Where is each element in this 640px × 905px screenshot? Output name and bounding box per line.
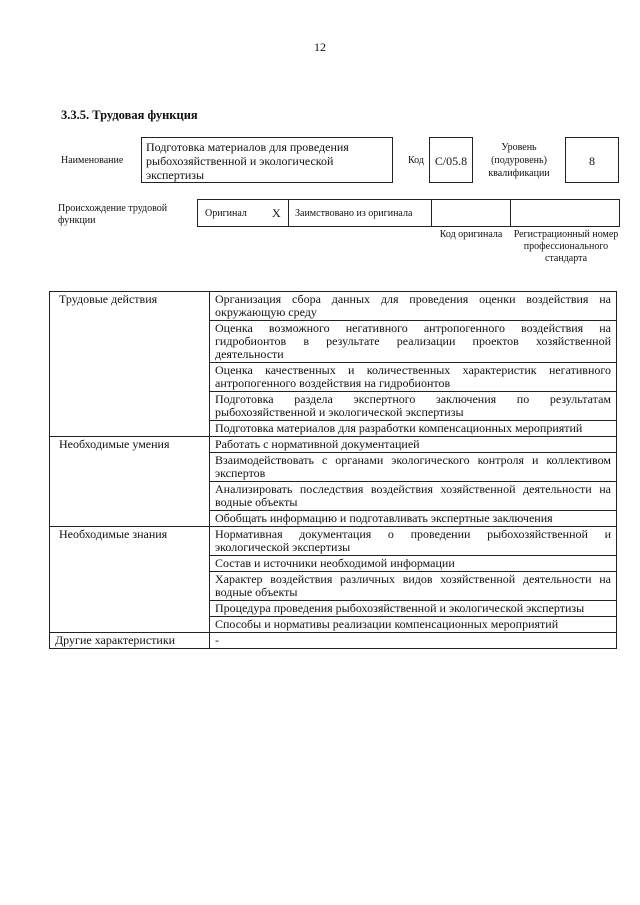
table-row bbox=[50, 527, 617, 556]
item-cell: Взаимодействовать с органами экологического контроля и коллективом экспертов bbox=[210, 453, 617, 482]
original-cell bbox=[197, 199, 289, 227]
category-cell: Необходимые знания bbox=[50, 527, 210, 633]
original-label: Оригинал bbox=[205, 208, 247, 219]
reg-number-label: Регистрационный номер профессионального стандарта bbox=[513, 229, 619, 264]
item-cell: Нормативная документация о проведении рыбохозяйственной и экологической экспертизы bbox=[210, 527, 617, 556]
item-cell: Способы и нормативы реализации компенсационных мероприятий bbox=[210, 617, 617, 633]
code-original-label: Код оригинала bbox=[439, 229, 503, 240]
name-value: Подготовка материалов для проведения рыбохозяйственной и экологической экспертизы bbox=[141, 137, 393, 183]
section-title: 3.3.5. Трудовая функция bbox=[61, 108, 198, 122]
code-label: Код bbox=[408, 155, 424, 166]
level-label: Уровень (подуровень) квалификации bbox=[488, 142, 550, 179]
name-label: Наименование bbox=[61, 155, 124, 166]
table-row bbox=[50, 292, 617, 321]
item-cell: Оценка возможного негативного антропогенного воздействия на гидробионтов в результате реализации проектов хозяйственной деятельности bbox=[210, 321, 617, 363]
table-row bbox=[50, 437, 617, 453]
item-cell: Процедура проведения рыбохозяйственной и экологической экспертизы bbox=[210, 601, 617, 617]
labor-function-table bbox=[49, 291, 617, 649]
code-original-cell bbox=[431, 199, 511, 227]
item-cell: Оценка качественных и количественных характеристик негативного антропогенного воздействия на гидробионтов bbox=[210, 363, 617, 392]
category-cell: Необходимые умения bbox=[50, 437, 210, 527]
item-cell: Анализировать последствия воздействия хозяйственной деятельности на водные объекты bbox=[210, 482, 617, 511]
item-cell: Подготовка материалов для разработки компенсационных мероприятий bbox=[210, 421, 617, 437]
code-value: C/05.8 bbox=[429, 137, 473, 183]
item-cell: Характер воздействия различных видов хозяйственной деятельности на водные объекты bbox=[210, 572, 617, 601]
item-cell: Организация сбора данных для проведения оценки воздействия на окружающую среду bbox=[210, 292, 617, 321]
borrowed-cell bbox=[288, 199, 432, 227]
item-cell: Обобщать информацию и подготавливать экспертные заключения bbox=[210, 511, 617, 527]
reg-number-cell bbox=[510, 199, 620, 227]
item-cell: - bbox=[210, 633, 617, 649]
original-mark: X bbox=[272, 206, 281, 220]
origin-label: Происхождение трудовой функции bbox=[58, 203, 168, 226]
borrowed-label: Заимствовано из оригинала bbox=[295, 208, 413, 219]
category-cell: Другие характеристики bbox=[50, 633, 210, 649]
page-number: 12 bbox=[314, 40, 326, 54]
table-row bbox=[50, 633, 617, 649]
level-value: 8 bbox=[565, 137, 619, 183]
item-cell: Подготовка раздела экспертного заключения по результатам рыбохозяйственной и экологической экспертизы bbox=[210, 392, 617, 421]
item-cell: Работать с нормативной документацией bbox=[210, 437, 617, 453]
item-cell: Состав и источники необходимой информации bbox=[210, 556, 617, 572]
category-cell: Трудовые действия bbox=[50, 292, 210, 437]
